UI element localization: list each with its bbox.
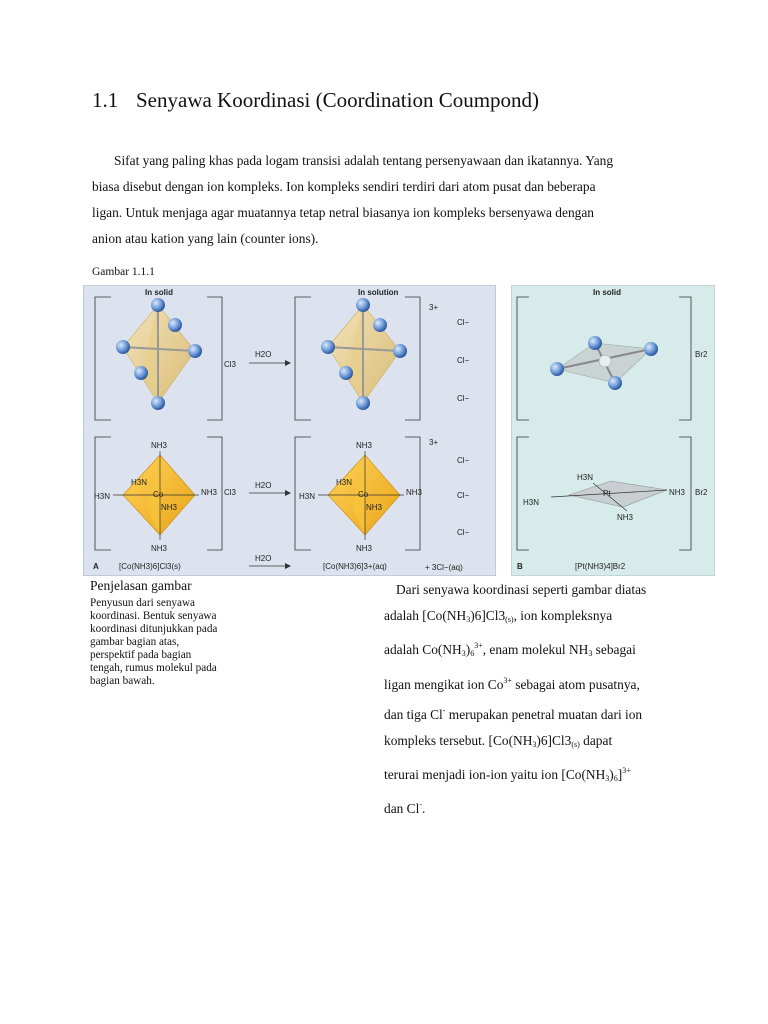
description-line: kompleks tersebut. $[Co(NH_3)6]Cl3_{(s)}$ dapat [384, 733, 613, 750]
explanation-line: koordinasi. Bentuk senyawa [90, 610, 217, 622]
h2o-label: H2O [255, 350, 272, 359]
nh3-label: NH3 [356, 441, 373, 450]
co-label: Co [153, 490, 164, 499]
charge-label: 3+ [429, 303, 439, 312]
intro-line: biasa disebut dengan ion kompleks. Ion kompleks sendiri terdiri dari atom pusat dan beberapa [92, 179, 596, 194]
formula-solution: [Co(NH3)6]3+(aq) [323, 562, 387, 571]
in-solid-label: In solid [593, 288, 621, 297]
nh3-label: NH3 [669, 488, 686, 497]
nh3-label: NH3 [617, 513, 634, 522]
intro-line: ligan. Untuk menjaga agar muatannya tetap netral biasanya ion kompleks bersenyawa dengan [92, 205, 594, 220]
description-line: ligan mengikat ion $Co^{3+}$ sebagai atom pusatnya, [384, 675, 640, 692]
explanation-line: tengah, rumus molekul pada [90, 662, 217, 674]
cl-ion-label: Cl− [457, 318, 470, 327]
explanation-text [90, 597, 250, 688]
chloride-aq: + 3Cl−(aq) [425, 563, 463, 572]
cl-ion-label: Cl− [457, 356, 470, 365]
intro-line: Sifat yang paling khas pada logam transisi adalah tentang persenyawaan dan ikatannya. Yang [114, 153, 614, 168]
explanation-line: perspektif pada bagian [90, 649, 192, 661]
h3n-label: H3N [94, 492, 111, 501]
cl-ion-label: Cl− [457, 456, 470, 465]
explanation-title: Penjelasan gambar [90, 578, 192, 593]
h3n-label: H3N [577, 473, 594, 482]
cl-ion-label: Cl− [457, 528, 470, 537]
description-line: terurai menjadi ion-ion yaitu ion $[Co(NH_3)_6]^{3+}$ [384, 766, 631, 784]
h2o-label: H2O [255, 554, 272, 563]
intro-line: anion atau kation yang lain (counter ions). [92, 231, 319, 246]
nh3-label: NH3 [356, 544, 373, 553]
h3n-label: H3N [336, 478, 353, 487]
nh3-label: NH3 [151, 544, 168, 553]
description-line: Dari senyawa koordinasi seperti gambar diatas [396, 582, 647, 597]
panel-a-letter: A [93, 562, 99, 571]
co-label: Co [358, 490, 369, 499]
h3n-label: H3N [299, 492, 316, 501]
description-line: dan Cl-. [384, 800, 426, 817]
description-line: adalah $[Co(NH_3)6]Cl3_{(s)}$, ion kompleksnya [384, 608, 613, 625]
section-number: 1.1 [92, 88, 119, 112]
explanation-line: gambar bagian atas, [90, 636, 180, 648]
figure-caption: Gambar 1.1.1 [92, 266, 155, 278]
pt-label: Pt [603, 489, 611, 498]
explanation-line: koordinasi ditunjukkan pada [90, 623, 218, 635]
intro-paragraph [92, 148, 692, 252]
in-solid-label: In solid [145, 288, 173, 297]
h3n-label: H3N [523, 498, 540, 507]
panel-b-letter: B [517, 562, 523, 571]
section-title: Senyawa Koordinasi (Coordination Coumpond) [136, 88, 540, 112]
br2-label: Br2 [695, 350, 708, 359]
nh3-label: NH3 [161, 503, 178, 512]
explanation-line: bagian bawah. [90, 675, 155, 687]
nh3-label: NH3 [151, 441, 168, 450]
cl3-label: Cl3 [224, 488, 237, 497]
h2o-label: H2O [255, 481, 272, 490]
description-line: dan tiga Cl- merupakan penetral muatan dari ion [384, 705, 643, 722]
h3n-label: H3N [131, 478, 148, 487]
section-heading [92, 88, 539, 113]
nh3-label: NH3 [366, 503, 383, 512]
cl-ion-label: Cl− [457, 491, 470, 500]
nh3-label: NH3 [406, 488, 423, 497]
charge-label: 3+ [429, 438, 439, 447]
description-line: adalah $Co(NH_3)_6^{3+}$, enam molekul $NH_3$ sebagai [384, 641, 636, 659]
figure-explanation [90, 578, 250, 688]
formula-solid: [Co(NH3)6]Cl3(s) [119, 562, 181, 571]
compound-description [384, 577, 704, 823]
figure-panel-a [83, 285, 496, 576]
cl-ion-label: Cl− [457, 394, 470, 403]
cl3-label: Cl3 [224, 360, 237, 369]
explanation-line: Penyusun dari senyawa [90, 597, 196, 609]
formula-pt: [Pt(NH3)4]Br2 [575, 562, 626, 571]
br2-label: Br2 [695, 488, 708, 497]
figure-panel-b [511, 285, 715, 576]
nh3-label: NH3 [201, 488, 218, 497]
in-solution-label: In solution [358, 288, 399, 297]
